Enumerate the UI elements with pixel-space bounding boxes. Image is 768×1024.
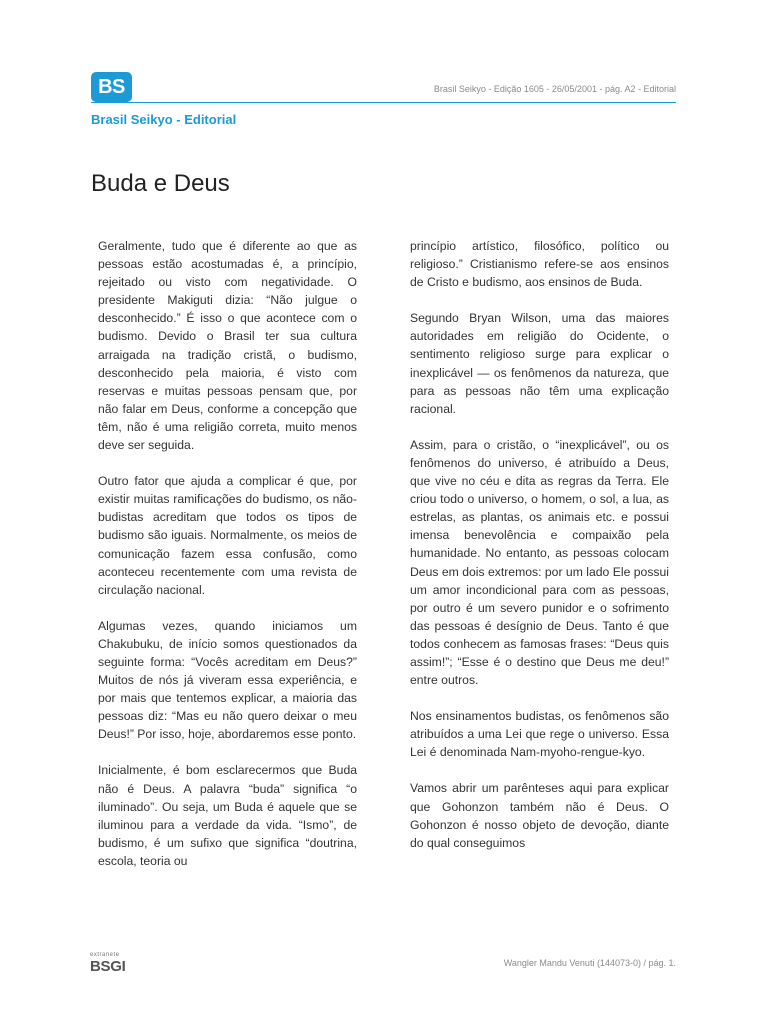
footer-author-page: Wangler Mandu Venuti (144073-0) / pág. 1.: [503, 958, 676, 968]
section-label: Brasil Seikyo - Editorial: [91, 112, 237, 127]
paragraph: Outro fator que ajuda a complicar é que, por existir muitas ramificações do budismo, os não-budistas acreditam que todos os tipos de budismo são iguais. Normalmente, os meios de comunicação fazem essa confusão, como aconteceu recentemente com uma revista de circulação nacional.: [98, 474, 357, 597]
paragraph: Geralmente, tudo que é diferente ao que as pessoas estão acostumadas é, a princípio, rejeitado ou visto com negatividade. O presidente Makiguti dizia: “Não julgue o desconhecido.” É isso o que acontece com o budismo. Devido o Brasil ter sua cultura arraigada na tradição cristã, o budismo, desconhecido pela maioria, é visto com reservas e muitas pessoas pensam que, por não falar em Deus, conforme a concepção que têm, não é uma religião correta, muito menos deve ser seguida.: [98, 239, 357, 453]
paragraph: Nos ensinamentos budistas, os fenômenos são atribuídos a uma Lei que rege o universo. Essa Lei é denominada Nam-myoho-rengue-kyo.: [410, 709, 669, 760]
paragraph: Inicialmente, é bom esclarecermos que Buda não é Deus. A palavra “buda” significa “o iluminado”. Ou seja, um Buda é aquele que se iluminou para a verdade da vida. “Ismo”, de budismo, é um sufixo que significa “doutrina, escola, teoria ou: [98, 763, 357, 868]
paragraph: Assim, para o cristão, o “inexplicável”, ou os fenômenos do universo, é atribuído a Deus, que vive no céu e dita as regras da Terra. Ele criou todo o universo, o homem, o sol, a lua, as estrelas, as plantas, os animais etc. e possui imensa benevolência e compaixão pela humanidade. No entanto, as pessoas colocam Deus em dois extremos: por um lado Ele possui um amor incondicional para com as pessoas, por outro é um severo punidor e o sofrimento das pessoas é desígnio de Deus. Tanto é que todos conhecem as famosas frases: “Deus quis assim!”; “Esse é o destino que Deus me deu!” entre outros.: [410, 437, 669, 688]
header-publication-info: Brasil Seikyo - Edição 1605 - 26/05/2001 - pág. A2 - Editorial: [433, 84, 676, 94]
logo-small-text: extranete: [90, 952, 120, 958]
paragraph: Vamos abrir um parênteses aqui para explicar que Gohonzon também não é Deus. O Gohonzon é nosso objeto de devoção, diante do qual conseguimos: [410, 781, 669, 850]
logo-text: BS: [98, 75, 125, 98]
paragraph: princípio artístico, filosófico, político ou religioso.” Cristianismo refere-se aos ensinos de Cristo e budismo, aos ensinos de Buda.: [410, 239, 669, 290]
article-title: Buda e Deus: [91, 170, 230, 197]
article-column-left: [98, 237, 357, 888]
article-column-right: [410, 237, 669, 870]
logo-big-text: BSGI: [90, 958, 126, 975]
paragraph: Segundo Bryan Wilson, uma das maiores autoridades em religião do Ocidente, o sentimento religioso surge para explicar o inexplicável — os fenômenos da natureza, que para as pessoas não têm uma explicação racional.: [410, 311, 669, 416]
paragraph: Algumas vezes, quando iniciamos um Chakubuku, de início somos questionados da seguinte forma: “Vocês acreditam em Deus?” Muitos de nós já viveram essa experiência, e por mais que tentemos explicar, a maioria das pessoas diz: “Mas eu não quero deixar o meu Deus!” Por isso, hoje, abordaremos esse ponto.: [98, 618, 357, 742]
header-divider: [91, 102, 676, 103]
brasil-seikyo-logo: [91, 72, 132, 102]
bsgi-extranet-logo: [90, 952, 136, 978]
